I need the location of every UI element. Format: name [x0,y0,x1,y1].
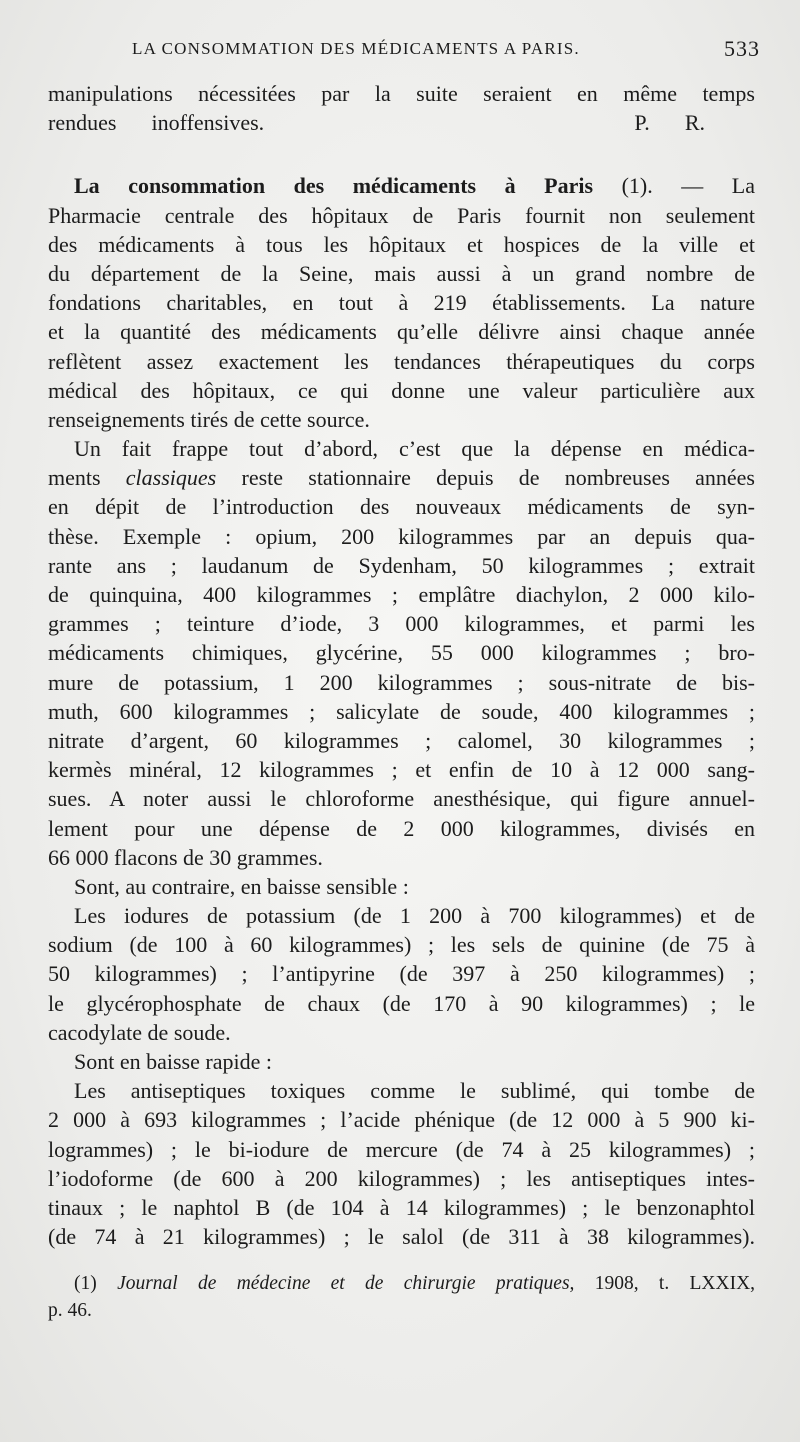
text-line: sues. A noter aussi le chloroforme anesthésique, qui figure annuel- [48,786,755,812]
text-line: Les antiseptiques toxiques comme le sublimé, qui tombe de [74,1078,755,1104]
text-line [48,463,755,492]
text-line: mure de potassium, 1 200 kilogrammes ; sous-nitrate de bis- [48,669,755,695]
text-line: 2 000 à 693 kilogrammes ; l’acide phénique (de 12 000 à 5 900 ki- [48,1107,755,1133]
author-signature: P. R. [634,110,706,136]
article-title-note: (1). — La [621,173,756,199]
page-number: 533 [724,36,760,61]
text-line: Un fait frappe tout d’abord, c’est que la dépense en médica- [74,436,755,462]
text-line: (de 74 à 21 kilogrammes) ; le salol (de 311 à 38 kilogrammes). [48,1224,755,1250]
footnote-citation: 1908, t. LXXIX, [594,1273,756,1294]
text-line: logrammes) ; le bi-iodure de mercure (de 74 à 25 kilogrammes) ; [48,1136,755,1162]
text-fragment: rendues inoffensives. [48,110,265,136]
text-line: reflètent assez exactement les tendances thérapeutiques du corps [48,348,755,374]
footnote-journal: Journal de médecine et de chirurgie pratiques, [117,1273,575,1294]
text-fragment: reste stationnaire depuis de nombreuses années [216,465,755,491]
text-line: et la quantité des médicaments qu’elle délivre ainsi chaque année [48,319,755,345]
text-line: 50 kilogrammes) ; l’antipyrine (de 397 à 250 kilogrammes) ; [48,961,755,987]
text-line: le glycérophosphate de chaux (de 170 à 90 kilogrammes) ; le [48,990,755,1016]
text-line: Sont, au contraire, en baisse sensible : [74,873,409,899]
text-line: Les iodures de potassium (de 1 200 à 700 kilogrammes) et de [74,903,755,929]
text-line: renseignements tirés de cette source. [48,406,370,432]
text-line: 66 000 flacons de 30 grammes. [48,844,323,870]
text-line: manipulations nécessitées par la suite seraient en même temps [48,81,755,106]
text-fragment: ments [48,465,126,491]
text-line: de quinquina, 400 kilogrammes ; emplâtre diachylon, 2 000 kilo- [48,582,755,607]
text-line: Pharmacie centrale des hôpitaux de Paris fournit non seulement [48,202,755,228]
italic-word: classiques [125,465,217,491]
text-line: fondations charitables, en tout à 219 établissements. La nature [48,290,755,316]
text-line: Sont en baisse rapide : [74,1049,272,1074]
footnote-line [48,1270,755,1297]
text-line: médical des hôpitaux, ce qui donne une valeur particulière aux [48,377,755,403]
text-line: l’iodoforme (de 600 à 200 kilogrammes) ; les antiseptiques intes- [48,1165,755,1191]
text-line: lement pour une dépense de 2 000 kilogrammes, divisés en [48,815,755,841]
text-line: du département de la Seine, mais aussi à un grand nombre de [48,260,755,286]
article-title: La consommation des médicaments à Paris [74,173,594,199]
text-line: grammes ; teinture d’iode, 3 000 kilogrammes, et parmi les [48,611,755,637]
footnote [48,1270,755,1324]
footnote-page: p. 46. [48,1300,92,1321]
text-line: kermès minéral, 12 kilogrammes ; et enfin de 10 à 12 000 sang- [48,757,755,783]
body-text [48,79,755,1251]
text-line: médicaments chimiques, glycérine, 55 000 kilogrammes ; bro- [48,640,755,666]
footnote-marker: (1) [74,1273,97,1294]
text-line: cacodylate de soude. [48,1019,231,1045]
text-line: rante ans ; laudanum de Sydenham, 50 kilogrammes ; extrait [48,552,755,578]
page-header [48,36,760,66]
article-heading-line [48,171,755,200]
text-line: tinaux ; le naphtol B (de 104 à 14 kilogrammes) ; le benzonaphtol [48,1194,755,1220]
text-line: en dépit de l’introduction des nouveaux médicaments de syn- [48,494,755,520]
running-title: LA CONSOMMATION DES MÉDICAMENTS A PARIS. [132,39,580,58]
text-line: thèse. Exemple : opium, 200 kilogrammes par an depuis qua- [48,523,755,549]
text-line [48,108,755,137]
text-line: muth, 600 kilogrammes ; salicylate de soude, 400 kilogrammes ; [48,698,755,724]
text-line: nitrate d’argent, 60 kilogrammes ; calomel, 30 kilogrammes ; [48,727,755,753]
text-line: sodium (de 100 à 60 kilogrammes) ; les sels de quinine (de 75 à [48,932,755,958]
text-line: des médicaments à tous les hôpitaux et hospices de la ville et [48,231,755,257]
